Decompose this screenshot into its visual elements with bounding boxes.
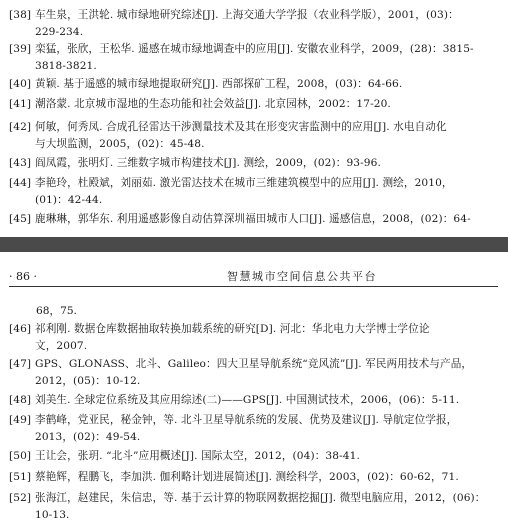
- reference-text-line-1: 阎凤霞，张明灯. 三维数字城市构建技术[J]. 测绘，2009，(02)：93-96.: [35, 157, 381, 169]
- reference-text-line-1: 车生泉，王洪轮. 城市绿地研究综述[J]. 上海交通大学学报（农业科学版），2001，(03)：: [35, 9, 459, 21]
- reference-number: [41]: [9, 98, 32, 110]
- reference-number: [39]: [9, 43, 32, 55]
- reference-text-line-1: 栾猛，张欣，王松华. 遥感在城市绿地调查中的应用[J]. 安徽农业科学，2009，(28)：3815-: [35, 43, 474, 55]
- reference-text-line-2: (01)：42-44.: [35, 194, 103, 206]
- reference-text-line-1: 王让会，张玥. “北斗”应用概述[J]. 国际太空，2012，(04)：38-41.: [35, 450, 360, 462]
- reference-number: [44]: [9, 177, 32, 189]
- reference-number: [52]: [9, 492, 32, 504]
- reference-text-line-1: 潮洛蒙. 北京城市湿地的生态功能和社会效益[J]. 北京园林，2002：17-20.: [35, 98, 391, 110]
- reference-number: [46]: [9, 323, 32, 335]
- page-top-fragment: [0, 0, 508, 237]
- reference-text-line-1: 蔡艳辉，程鹏飞，李加洪. 伽利略计划进展简述[J]. 测绘科学，2003，(02)：60-62，71.: [35, 471, 459, 483]
- reference-text-line-2: 与大坝监测，2005，(02)：45-48.: [35, 138, 205, 150]
- reference-text-line-2: 文，2007.: [35, 340, 88, 352]
- reference-text-line-1: 祁利刚. 数据仓库数据抽取转换加载系统的研究[D]. 河北：华北电力大学博士学位论: [35, 323, 430, 335]
- reference-number: [47]: [9, 358, 32, 370]
- continuation-text: 68，75.: [36, 305, 77, 317]
- reference-text-line-1: 黄颖. 基于遥感的城市绿地提取研究[J]. 西部探矿工程，2008，(03)：64-66.: [35, 78, 403, 90]
- reference-number: [42]: [9, 121, 32, 133]
- reference-text-line-1: 张海江，赵建民，朱信忠，等. 基于云计算的物联网数据挖掘[J]. 微型电脑应用，2012，(06)：: [35, 492, 486, 504]
- reference-number: [51]: [9, 471, 32, 483]
- reference-text-line-2: 229-234.: [35, 26, 84, 38]
- running-title: 智慧城市空间信息公共平台: [227, 270, 377, 283]
- reference-text-line-2: 3818-3821.: [35, 60, 97, 72]
- reference-text-line-2: 2013，(02)：49-54.: [35, 431, 141, 443]
- reference-text-line-1: 李鹤峰，党亚民，秘金钟，等. 北斗卫星导航系统的发展、优势及建议[J]. 导航定位学报，: [35, 414, 458, 426]
- reference-text-line-2: 10-13.: [35, 509, 70, 521]
- reference-number: [43]: [9, 157, 32, 169]
- reference-number: [48]: [9, 394, 32, 406]
- reference-number: [49]: [9, 414, 32, 426]
- reference-number: [38]: [9, 9, 32, 21]
- reference-text-line-1: 何敏，何秀凤. 合成孔径雷达干涉测量技术及其在形变灾害监测中的应用[J]. 水电自动化: [35, 121, 447, 133]
- page-separator: [0, 237, 508, 252]
- reference-number: [50]: [9, 450, 32, 462]
- page-number: · 86 ·: [9, 270, 37, 283]
- reference-number: [45]: [9, 213, 32, 225]
- reference-text-line-2: 2012，(05)：10-12.: [35, 375, 141, 387]
- reference-text-line-1: 刘美生. 全球定位系统及其应用综述(二)——GPS[J]. 中国测试技术，2006，(06)：5-11.: [35, 394, 460, 406]
- reference-number: [40]: [9, 78, 32, 90]
- reference-text-line-1: 鹿琳琳，郭华东. 利用遥感影像自动估算深圳福田城市人口[J]. 遥感信息，2008，(02)：64-: [35, 213, 471, 225]
- reference-text-line-1: 李艳玲，杜殿斌，刘丽茹. 激光雷达技术在城市三维建筑模型中的应用[J]. 测绘，2010，: [35, 177, 453, 189]
- header-rule: [9, 286, 498, 287]
- reference-text-line-1: GPS、GLONASS、北斗、Galileo：四大卫星导航系统“竞风流”[J]. 军民两用技术与产品，: [35, 358, 473, 370]
